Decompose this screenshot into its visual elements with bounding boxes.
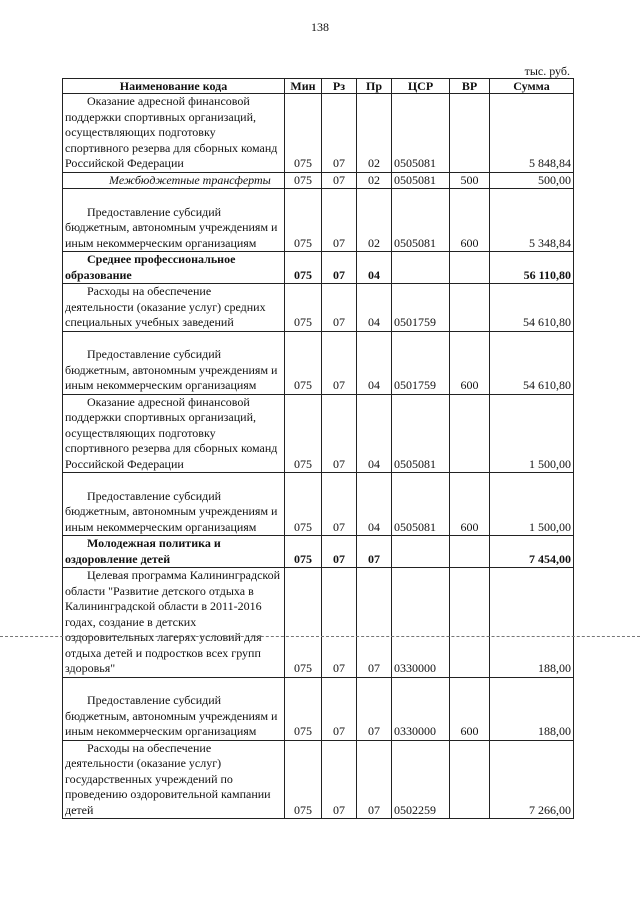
table-row [63, 677, 574, 740]
row-sum: 7 266,00 [490, 740, 574, 819]
row-pr: 07 [357, 740, 392, 819]
table-row [63, 172, 574, 189]
row-sum: 54 610,80 [490, 331, 574, 394]
row-rz: 07 [322, 677, 357, 740]
row-pr: 04 [357, 284, 392, 332]
row-vr: 500 [450, 172, 490, 189]
row-sum: 56 110,80 [490, 252, 574, 284]
table-row [63, 740, 574, 819]
table-header [63, 79, 574, 94]
table-row [63, 473, 574, 536]
row-vr: 600 [450, 331, 490, 394]
row-csr: 0501759 [392, 331, 450, 394]
row-sum: 500,00 [490, 172, 574, 189]
row-rz: 07 [322, 740, 357, 819]
row-rz: 07 [322, 189, 357, 252]
row-csr: 0505081 [392, 172, 450, 189]
row-vr: 600 [450, 189, 490, 252]
row-name: Оказание адресной финансовой поддержки спортивных организаций, осуществляющих подготовку спортивного резерва для сборных команд Российской Федерации [63, 94, 285, 173]
row-pr: 04 [357, 394, 392, 473]
row-rz: 07 [322, 394, 357, 473]
row-name: Целевая программа Калининградской области "Развитие детского отдыха в Калининградской области в 2011-2016 годах, создание в детских оздоровительных лагерях условий для отдыха детей и подростков всех групп здоровья" [63, 568, 285, 678]
row-rz: 07 [322, 252, 357, 284]
row-sum: 5 348,84 [490, 189, 574, 252]
row-vr [450, 284, 490, 332]
row-min: 075 [285, 252, 322, 284]
row-pr: 02 [357, 189, 392, 252]
row-name: Расходы на обеспечение деятельности (оказание услуг) средних специальных учебных заведений [63, 284, 285, 332]
row-name: Предоставление субсидий бюджетным, автономным учреждениям и иным некоммерческим организациям [63, 677, 285, 740]
row-pr: 04 [357, 331, 392, 394]
row-rz: 07 [322, 94, 357, 173]
row-min: 075 [285, 284, 322, 332]
row-vr [450, 536, 490, 568]
header-rz: Рз [322, 79, 357, 94]
row-min: 075 [285, 189, 322, 252]
scan-fold-line [0, 636, 640, 637]
header-vr: ВР [450, 79, 490, 94]
table-row [63, 331, 574, 394]
header-pr: Пр [357, 79, 392, 94]
row-name: Расходы на обеспечение деятельности (оказание услуг) государственных учреждений по проведению оздоровительной кампании детей [63, 740, 285, 819]
row-pr: 02 [357, 94, 392, 173]
header-name: Наименование кода [63, 79, 285, 94]
table-row [63, 394, 574, 473]
row-min: 075 [285, 568, 322, 678]
table-row [63, 252, 574, 284]
table-row [63, 568, 574, 678]
row-csr [392, 536, 450, 568]
row-csr: 0502259 [392, 740, 450, 819]
page-number: 138 [311, 20, 329, 34]
row-min: 075 [285, 473, 322, 536]
row-vr [450, 394, 490, 473]
row-min: 075 [285, 677, 322, 740]
row-name: Предоставление субсидий бюджетным, автономным учреждениям и иным некоммерческим организациям [63, 189, 285, 252]
row-vr: 600 [450, 473, 490, 536]
row-rz: 07 [322, 568, 357, 678]
row-rz: 07 [322, 331, 357, 394]
row-name: Предоставление субсидий бюджетным, автономным учреждениям и иным некоммерческим организациям [63, 473, 285, 536]
row-min: 075 [285, 394, 322, 473]
row-name: Среднее профессиональное образование [63, 252, 285, 284]
table-row [63, 189, 574, 252]
row-min: 075 [285, 536, 322, 568]
row-rz: 07 [322, 284, 357, 332]
row-min: 075 [285, 331, 322, 394]
table-row [63, 536, 574, 568]
row-name: Молодежная политика и оздоровление детей [63, 536, 285, 568]
row-min: 075 [285, 172, 322, 189]
row-pr: 07 [357, 536, 392, 568]
row-csr: 0505081 [392, 473, 450, 536]
row-pr: 04 [357, 252, 392, 284]
row-vr [450, 740, 490, 819]
row-pr: 07 [357, 677, 392, 740]
header-min: Мин [285, 79, 322, 94]
table-row [63, 94, 574, 173]
row-min: 075 [285, 740, 322, 819]
row-pr: 04 [357, 473, 392, 536]
row-pr: 07 [357, 568, 392, 678]
header-sum: Сумма [490, 79, 574, 94]
row-csr: 0501759 [392, 284, 450, 332]
budget-table [62, 78, 574, 819]
row-csr: 0505081 [392, 94, 450, 173]
row-rz: 07 [322, 536, 357, 568]
row-csr: 0505081 [392, 394, 450, 473]
row-name: Межбюджетные трансферты [63, 172, 285, 189]
row-csr: 0505081 [392, 189, 450, 252]
header-csr: ЦСР [392, 79, 450, 94]
row-sum: 188,00 [490, 677, 574, 740]
row-sum: 1 500,00 [490, 394, 574, 473]
row-sum: 54 610,80 [490, 284, 574, 332]
row-sum: 7 454,00 [490, 536, 574, 568]
row-vr [450, 252, 490, 284]
row-name: Предоставление субсидий бюджетным, автономным учреждениям и иным некоммерческим организациям [63, 331, 285, 394]
row-rz: 07 [322, 473, 357, 536]
row-pr: 02 [357, 172, 392, 189]
table-row [63, 284, 574, 332]
row-vr [450, 94, 490, 173]
row-vr [450, 568, 490, 678]
row-rz: 07 [322, 172, 357, 189]
row-csr: 0330000 [392, 677, 450, 740]
row-sum: 188,00 [490, 568, 574, 678]
row-sum: 5 848,84 [490, 94, 574, 173]
row-csr [392, 252, 450, 284]
row-vr: 600 [450, 677, 490, 740]
row-sum: 1 500,00 [490, 473, 574, 536]
row-name: Оказание адресной финансовой поддержки спортивных организаций, осуществляющих подготовку спортивного резерва для сборных команд Российской Федерации [63, 394, 285, 473]
row-csr: 0330000 [392, 568, 450, 678]
row-min: 075 [285, 94, 322, 173]
units-label: тыс. руб. [524, 64, 570, 78]
